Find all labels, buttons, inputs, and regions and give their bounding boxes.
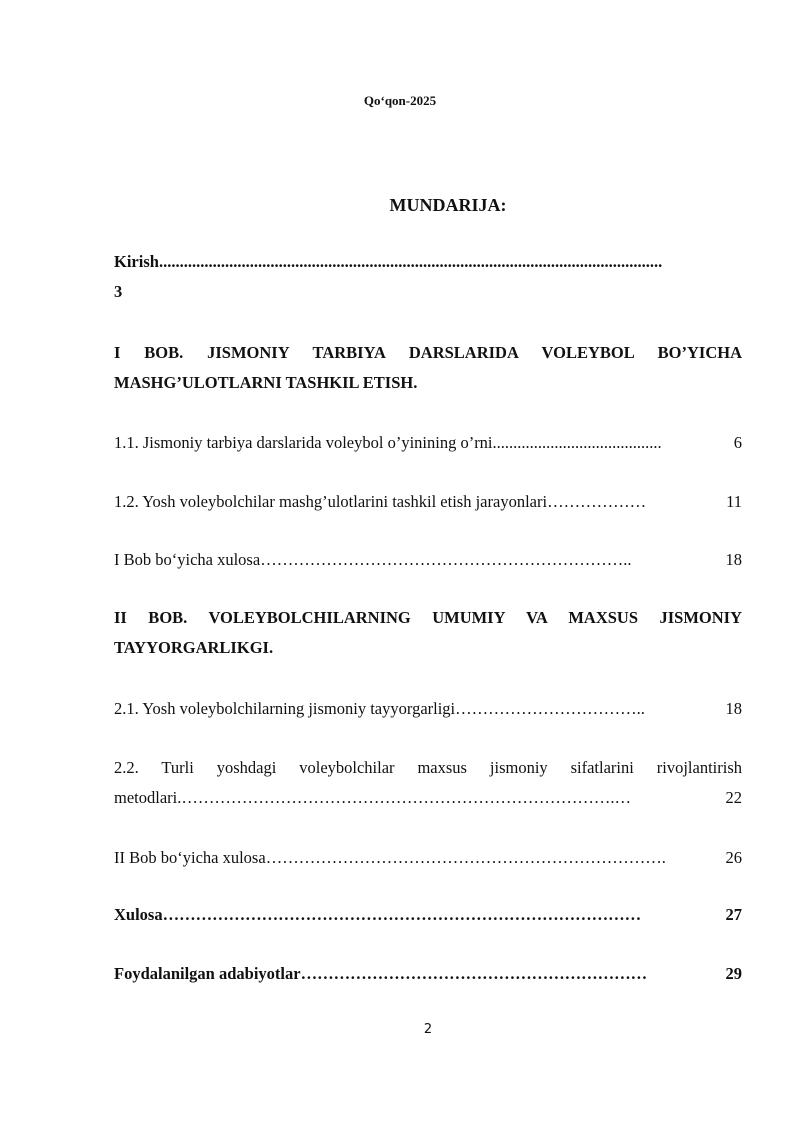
chapter-title-line: II BOB. VOLEYBOLCHILARNING UMUMIY VA MAXSUS JISMONIY bbox=[114, 608, 742, 627]
toc-entry-text: 2.2. Turli yoshdagi voleybolchilar maxsus jismoniy sifatlarini rivojlantirish bbox=[114, 758, 742, 777]
toc-entry-text: 1.1. Jismoniy tarbiya darslarida voleybol o’yinining o’rni bbox=[114, 433, 493, 452]
toc-entry-conclusion[interactable] bbox=[114, 900, 742, 930]
toc-entry-1-1[interactable] bbox=[114, 428, 742, 458]
toc-leader-dots: ……………… bbox=[547, 492, 647, 511]
page-number: 2 bbox=[423, 1022, 433, 1037]
chapter-title-line: I BOB. JISMONIY TARBIYA DARSLARIDA VOLEYBOL BO’YICHA bbox=[114, 343, 742, 362]
toc-title: MUNDARIJA: bbox=[389, 195, 507, 215]
toc-page-number: 29 bbox=[725, 964, 742, 983]
toc-entry-text: 2.1. Yosh voleybolchilarning jismoniy tayyorgarligi bbox=[114, 699, 456, 718]
toc-leader-dots: ………………………………………………………….. bbox=[260, 550, 632, 569]
toc-page-number: 22 bbox=[725, 788, 742, 807]
toc-page-number: 11 bbox=[726, 492, 742, 511]
toc-leader-dots: …………………………………………………………………….… bbox=[181, 788, 631, 807]
toc-leader-dots: …………………………………………………………………………… bbox=[162, 905, 642, 924]
toc-leader-dots: ......................................... bbox=[492, 433, 662, 452]
toc-entry-text: Kirish bbox=[114, 252, 159, 271]
toc-page-number: 3 bbox=[114, 282, 123, 301]
toc-entry-text: II Bob bo‘yicha xulosa bbox=[114, 848, 266, 867]
city-year-heading: Qo‘qon-2025 bbox=[363, 93, 437, 108]
chapter-title-line: MASHG’ULOTLARNI TASHKIL ETISH. bbox=[114, 373, 418, 392]
toc-leader-dots: ……………………………………………………… bbox=[300, 964, 648, 983]
toc-entry-intro[interactable] bbox=[114, 247, 742, 307]
toc-leader-dots: …………………………….. bbox=[455, 699, 645, 718]
toc-entry-text: Xulosa bbox=[114, 905, 163, 924]
toc-page-number: 27 bbox=[725, 905, 742, 924]
toc-page-number: 18 bbox=[725, 699, 742, 718]
toc-page-number: 6 bbox=[733, 433, 742, 452]
toc-entry-text: metodlari. bbox=[114, 788, 182, 807]
toc-entry-text: I Bob bo‘yicha xulosa bbox=[114, 550, 261, 569]
toc-leader-dots: ………………………………………………………………. bbox=[265, 848, 666, 867]
toc-entry-references[interactable] bbox=[114, 959, 742, 989]
toc-entry-text: 1.2. Yosh voleybolchilar mashg’ulotlarini tashkil etish jarayonlari bbox=[114, 492, 548, 511]
toc-chapter-1[interactable] bbox=[114, 338, 742, 398]
toc-leader-dots: .......................................................................................................................... bbox=[158, 252, 663, 271]
toc-chapter-2[interactable] bbox=[114, 603, 742, 663]
toc-page-number: 18 bbox=[725, 550, 742, 569]
toc-page-number: 26 bbox=[725, 848, 742, 867]
toc-entry-summary-2[interactable] bbox=[114, 843, 742, 873]
toc-entry-summary-1[interactable] bbox=[114, 545, 742, 575]
toc-entry-2-2[interactable] bbox=[114, 753, 742, 813]
toc-entry-text: Foydalanilgan adabiyotlar bbox=[114, 964, 301, 983]
chapter-title-line: TAYYORGARLIKGI. bbox=[114, 638, 274, 657]
toc-entry-1-2[interactable] bbox=[114, 487, 742, 517]
toc-entry-2-1[interactable] bbox=[114, 694, 742, 724]
